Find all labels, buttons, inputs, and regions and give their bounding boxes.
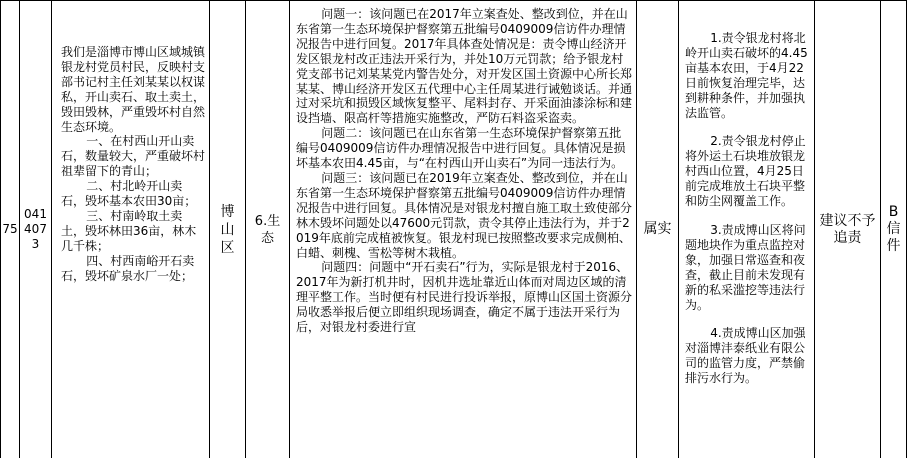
cell-letter-type [881,0,907,458]
verdict-label: 属实 [643,221,672,238]
district-name: 博山区 [220,203,235,256]
finding-paragraph: 问题一：该问题已在2017年立案查处、整改到位，并在山东省第一生态环境保护督察第五批编号0409009信访件办理情况报告中进行回复。2017年具体查处情况是：责令博山经济开发区银龙村改正违法开采行为，并处10万元罚款；给予银龙村党支部书记刘某某党内警告处分，对开发区国土资源中心所长郑某某、博山经济开发区五代理中心主任周某进行诫勉谈话。并通过对采坑和损毁区域恢复整平、尾料封存、开采面油漆涂标和建设挡墙、限高杆等措施实施整改，严防石料盗采盗卖。 [296,7,633,126]
measure-item: 1.责令银龙村将北岭开山卖石破坏的4.45亩基本农田，于4月22日前恢复治理完毕，达到耕种条件，并加强执法监管。 [685,31,808,120]
measure-item: 4.责成博山区加强对淄博沣泰纸业有限公司的监管力度，严禁偷排污水行为。 [685,326,806,386]
complaint-item: 三、村南岭取土卖土，毁坏林田36亩，林木几千株； [61,208,197,253]
measure-item: 3.责成博山区将问题地块作为重点监控对象，加强日常巡查和夜查，截止目前未发现有新的私采滥挖等违法行为。 [685,222,806,312]
cell-code [20,0,52,458]
cell-findings [290,0,637,458]
seq-number: 75 [2,222,18,237]
complaint-item: 二、村北岭开山卖石，毁坏基本农田30亩； [61,179,197,209]
case-code: 0414073 [24,207,47,251]
cell-district [210,0,246,458]
finding-paragraph: 问题三：该问题已在2019年立案查处、整改到位，并在山东省第一生态环境保护督察第五批编号0409009信访件办理情况报告中进行回复。具体情况是对银龙村擅自施工取土致使部分林木毁坏问题处以47600元罚款，责令其停止违法行为，并于2019年底前完成植被恢复。银龙村现已按照整改要求完成侧柏、白蜡、刺槐、雪松等树木栽植。 [296,170,633,260]
finding-paragraph: 问题四：问题中“开石卖石”行为，实际是银龙村于2016、2017年为新打机井时，因机井选址靠近山体而对周边区域的清理平整工作。当时便有村民进行投诉举报，原博山区国土资源分局收悉举报后便立即组织现场调查，确定不属于违法开采行为后，对银龙村委进行宣 [296,260,633,335]
finding-paragraph: 问题二：该问题已在山东省第一生态环境保护督察第五批编号0409009信访件办理情况报告中进行回复。具体情况是损坏基本农田4.45亩，与“在村西山开山卖石”为同一违法行为。 [296,126,626,171]
letter-type-label: B信件 [886,204,901,254]
cell-complaint [52,0,210,458]
complaint-item: 四、村西南峪开石卖石，毁坏矿泉水厂一处； [61,253,195,283]
complaint-item: 一、在村西山开山卖石，数量较大，严重破坏村祖辈留下的青山； [61,134,206,179]
category-label: 6.生态 [254,213,281,246]
cell-measures [679,0,815,458]
cell-category [246,0,290,458]
cell-verdict [637,0,679,458]
complaint-intro: 我们是淄博市博山区域城镇银龙村党员村民，反映村支部书记村主任刘某某以权谋私，开山卖石、取土卖土，毁田毁林，严重毁坏村自然生态环境。 [61,45,206,134]
cell-accountability [815,0,881,458]
accountability-label: 建议不予追责 [819,212,876,246]
measure-item: 2.责令银龙村停止将外运土石块堆放银龙村西山位置，4月25日前完成堆放土石块平整和防尘网覆盖工作。 [685,134,806,209]
cell-seq [0,0,20,458]
